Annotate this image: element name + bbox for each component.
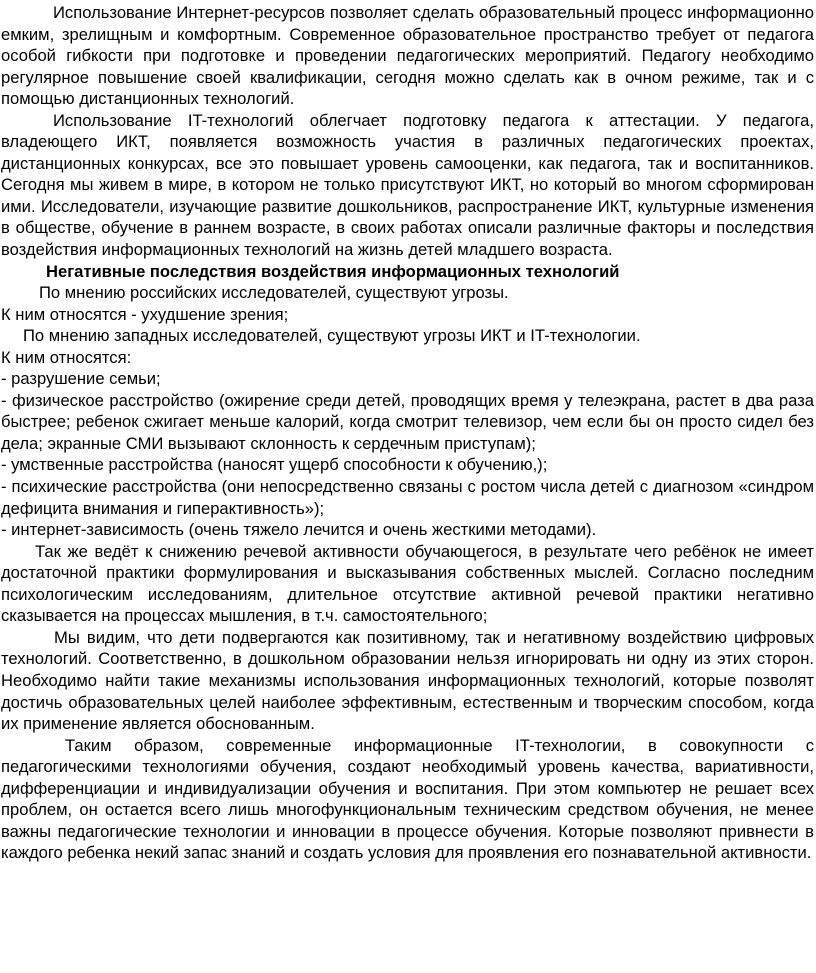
paragraph-threats-intro: К ним относятся:	[1, 347, 132, 367]
list-item-physical: - физическое расстройство (ожирение среди детей, проводящих время у телеэкрана, растет в два раза быстрее; ребенок сжигает меньше калорий, когда смотрит телевизор, чем если бы он просто сидел без дела; экранные СМИ вызывают склонность к сердечным приступам);	[1, 390, 814, 453]
paragraph-conclusion: Таким образом, современные информационные IT-технологии, в совокупности с педагогическими технологиями обучения, создают необходимый уровень качества, вариативности, дифференциации и индивидуализации обучения и воспитания. При этом компьютер не решает всех проблем, он остается всего лишь многофункциональным техническим средством обучения, не менее важны педагогические технологии и инновации в процессе обучения. Которые позволяют привнести в каждого ребенка некий запас знаний и создать условия для проявления его познавательной активности.	[1, 735, 814, 863]
paragraph-digital-influence: Мы видим, что дети подвергаются как позитивному, так и негативному воздействию цифровых технологий. Соответственно, в дошкольном образовании нельзя игнорировать ни одну из этих сторон. Необходимо найти такие механизмы использования информационных технологий, которые позволят достичь образовательных целей наиболее эффективным, естественным и творческим способом, когда их применение является обоснованным.	[1, 627, 814, 734]
paragraph-western-researchers: По мнению западных исследователей, существуют угрозы ИКТ и IT-технологии.	[23, 326, 641, 346]
list-item-internet-addiction: - интернет-зависимость (очень тяжело лечится и очень жесткими методами).	[1, 520, 597, 540]
section-heading: Негативные последствия воздействия информационных технологий	[46, 261, 620, 281]
list-item-psychic: - психические расстройства (они непосредственно связаны с ростом числа детей с диагнозом «синдром дефицита внимания и гиперактивность»);	[1, 477, 814, 518]
list-item-family: - разрушение семьи;	[1, 369, 161, 389]
paragraph-russian-researchers: По мнению российских исследователей, существуют угрозы.	[39, 283, 509, 303]
paragraph-it-technologies: Использование IT-технологий облегчает подготовку педагога к аттестации. У педагога, владеющего ИКТ, появляется возможность участия в различных педагогических проектах, дистанционных конкурсах, все это повышает уровень самооценки, как педагога, так и воспитанников. Сегодня мы живем в мире, в котором не только присутствуют ИКТ, но который во многом сформирован ими. Исследователи, изучающие развитие дошкольников, распространение ИКТ, культурные изменения в обществе, обучение в раннем возрасте, в своих работах описали различные факторы и последствия воздействия информационных технологий на жизнь детей младшего возраста.	[1, 110, 814, 260]
paragraph-internet-resources: Использование Интернет-ресурсов позволяет сделать образовательный процесс информационно емким, зрелищным и комфортным. Современное образовательное пространство требует от педагога особой гибкости при подготовке и проведении педагогических мероприятий. Педагогу необходимо регулярное повышение своей квалификации, сегодня можно сделать как в очном режиме, так и с помощью дистанционных технологий.	[1, 3, 814, 109]
list-item-mental: - умственные расстройства (наносят ущерб способности к обучению,);	[1, 455, 548, 475]
paragraph-speech-activity: Так же ведёт к снижению речевой активности обучающегося, в результате чего ребёнок не имеет достаточной практики формулирования и высказывания собственных мыслей. Согласно последним психологическим исследованиям, длительное отсутствие активной речевой практики негативно сказывается на процессах мышления, в т.ч. самостоятельного;	[1, 541, 814, 626]
paragraph-vision-threat: К ним относятся - ухудшение зрения;	[1, 304, 289, 324]
